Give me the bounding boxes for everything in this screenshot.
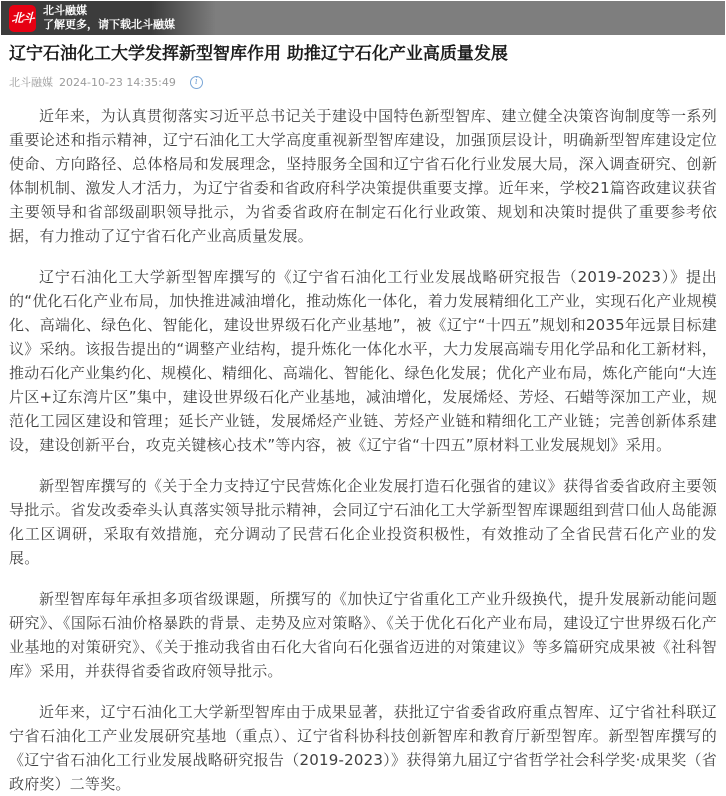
- beidou-logo-icon[interactable]: 北斗: [9, 5, 36, 32]
- article-body: [9, 104, 717, 796]
- article-paragraph: 近年来，辽宁石油化工大学新型智库由于成果显著，获批辽宁省委省政府重点智库、辽宁省社科联辽宁省石油化工产业发展研究基地（重点）、辽宁省科协科技创新智库和教育厅新型智库。新型智库撰写的《辽宁省石油化工行业发展战略研究报告（2019-2023）》获得第九届辽宁省哲学社会科学奖·成果奖（省政府奖）二等奖。: [9, 703, 717, 793]
- article-paragraph: 近年来，为认真贯彻落实习近平总书记关于建设中国特色新型智库、建立健全决策咨询制度等一系列重要论述和指示精神，辽宁石油化工大学高度重视新型智库建设，加强顶层设计，明确新型智库建设定位使命、方向路径、总体格局和发展理念，坚持服务全国和辽宁省石化行业发展大局，深入调查研究、创新体制机制、激发人才活力，为辽宁省委和省政府科学决策提供重要支撑。近年来，学校21篇咨政建议获省主要领导和省部级副职领导批示，为省委省政府在制定石化行业政策、规划和决策时提供了重要参考依据，有力推动了辽宁省石化产业高质量发展。: [9, 107, 717, 245]
- article-paragraph: 新型智库每年承担多项省级课题，所撰写的《加快辽宁省重化工产业升级换代，提升发展新动能问题研究》、《国际石油价格暴跌的背景、走势及应对策略》、《关于优化石化产业布局，建设辽宁世界级石化产业基地的对策研究》、《关于推动我省由石化大省向石化强省迈进的对策建议》等多篇研究成果被《社科智库》采用，并获得省委省政府领导批示。: [9, 590, 717, 680]
- source-label: 北斗融媒: [9, 76, 53, 89]
- page-title: 辽宁石油化工大学发挥新型智库作用 助推辽宁石化产业高质量发展: [9, 44, 508, 64]
- app-name: 北斗融媒: [43, 4, 87, 17]
- article-container: [0, 35, 726, 796]
- publish-timestamp: 2024-10-23 14:35:49: [59, 75, 176, 89]
- app-tagline: 了解更多，请下载北斗融媒: [43, 18, 175, 31]
- article-paragraph: 新型智库撰写的《关于全力支持辽宁民营炼化企业发展打造石化强省的建议》获得省委省政府主要领导批示。省发改委牵头认真落实领导批示精神，会同辽宁石油化工大学新型智库课题组到营口仙人岛能源化工区调研，采取有效措施，充分调动了民营石化企业投资积极性，有效推动了全省民营石化产业的发展。: [9, 477, 717, 567]
- byline: [9, 74, 717, 90]
- app-download-banner[interactable]: [1, 1, 725, 35]
- article-paragraph: 辽宁石油化工大学新型智库撰写的《辽宁省石油化工行业发展战略研究报告（2019-2023）》提出的“优化石化产业布局，加快推进减油增化，推动炼化一体化，着力发展精细化工产业，实现石化产业规模化、高端化、绿色化、智能化，建设世界级石化产业基地”，被《辽宁“十四五”规划和2035年远景目标建议》采纳。该报告提出的“调整产业结构，提升炼化一体化水平，大力发展高端专用化学品和化工新材料，推动石化产业集约化、规模化、精细化、高端化、智能化、绿色化发展；优化产业布局，炼化产能向“大连片区+辽东湾片区”集中，建设世界级石化产业基地，减油增化，发展烯烃、芳烃、石蜡等深加工产业，规范化工园区建设和管理；延长产业链，发展烯烃产业链、芳烃产业链和精细化工产业链；完善创新体系建设，建设创新平台，攻克关键核心技术”等内容，被《辽宁省“十四五”原材料工业发展规划》采用。: [9, 268, 717, 454]
- app-banner-text: [43, 4, 175, 32]
- info-icon[interactable]: i: [190, 76, 203, 89]
